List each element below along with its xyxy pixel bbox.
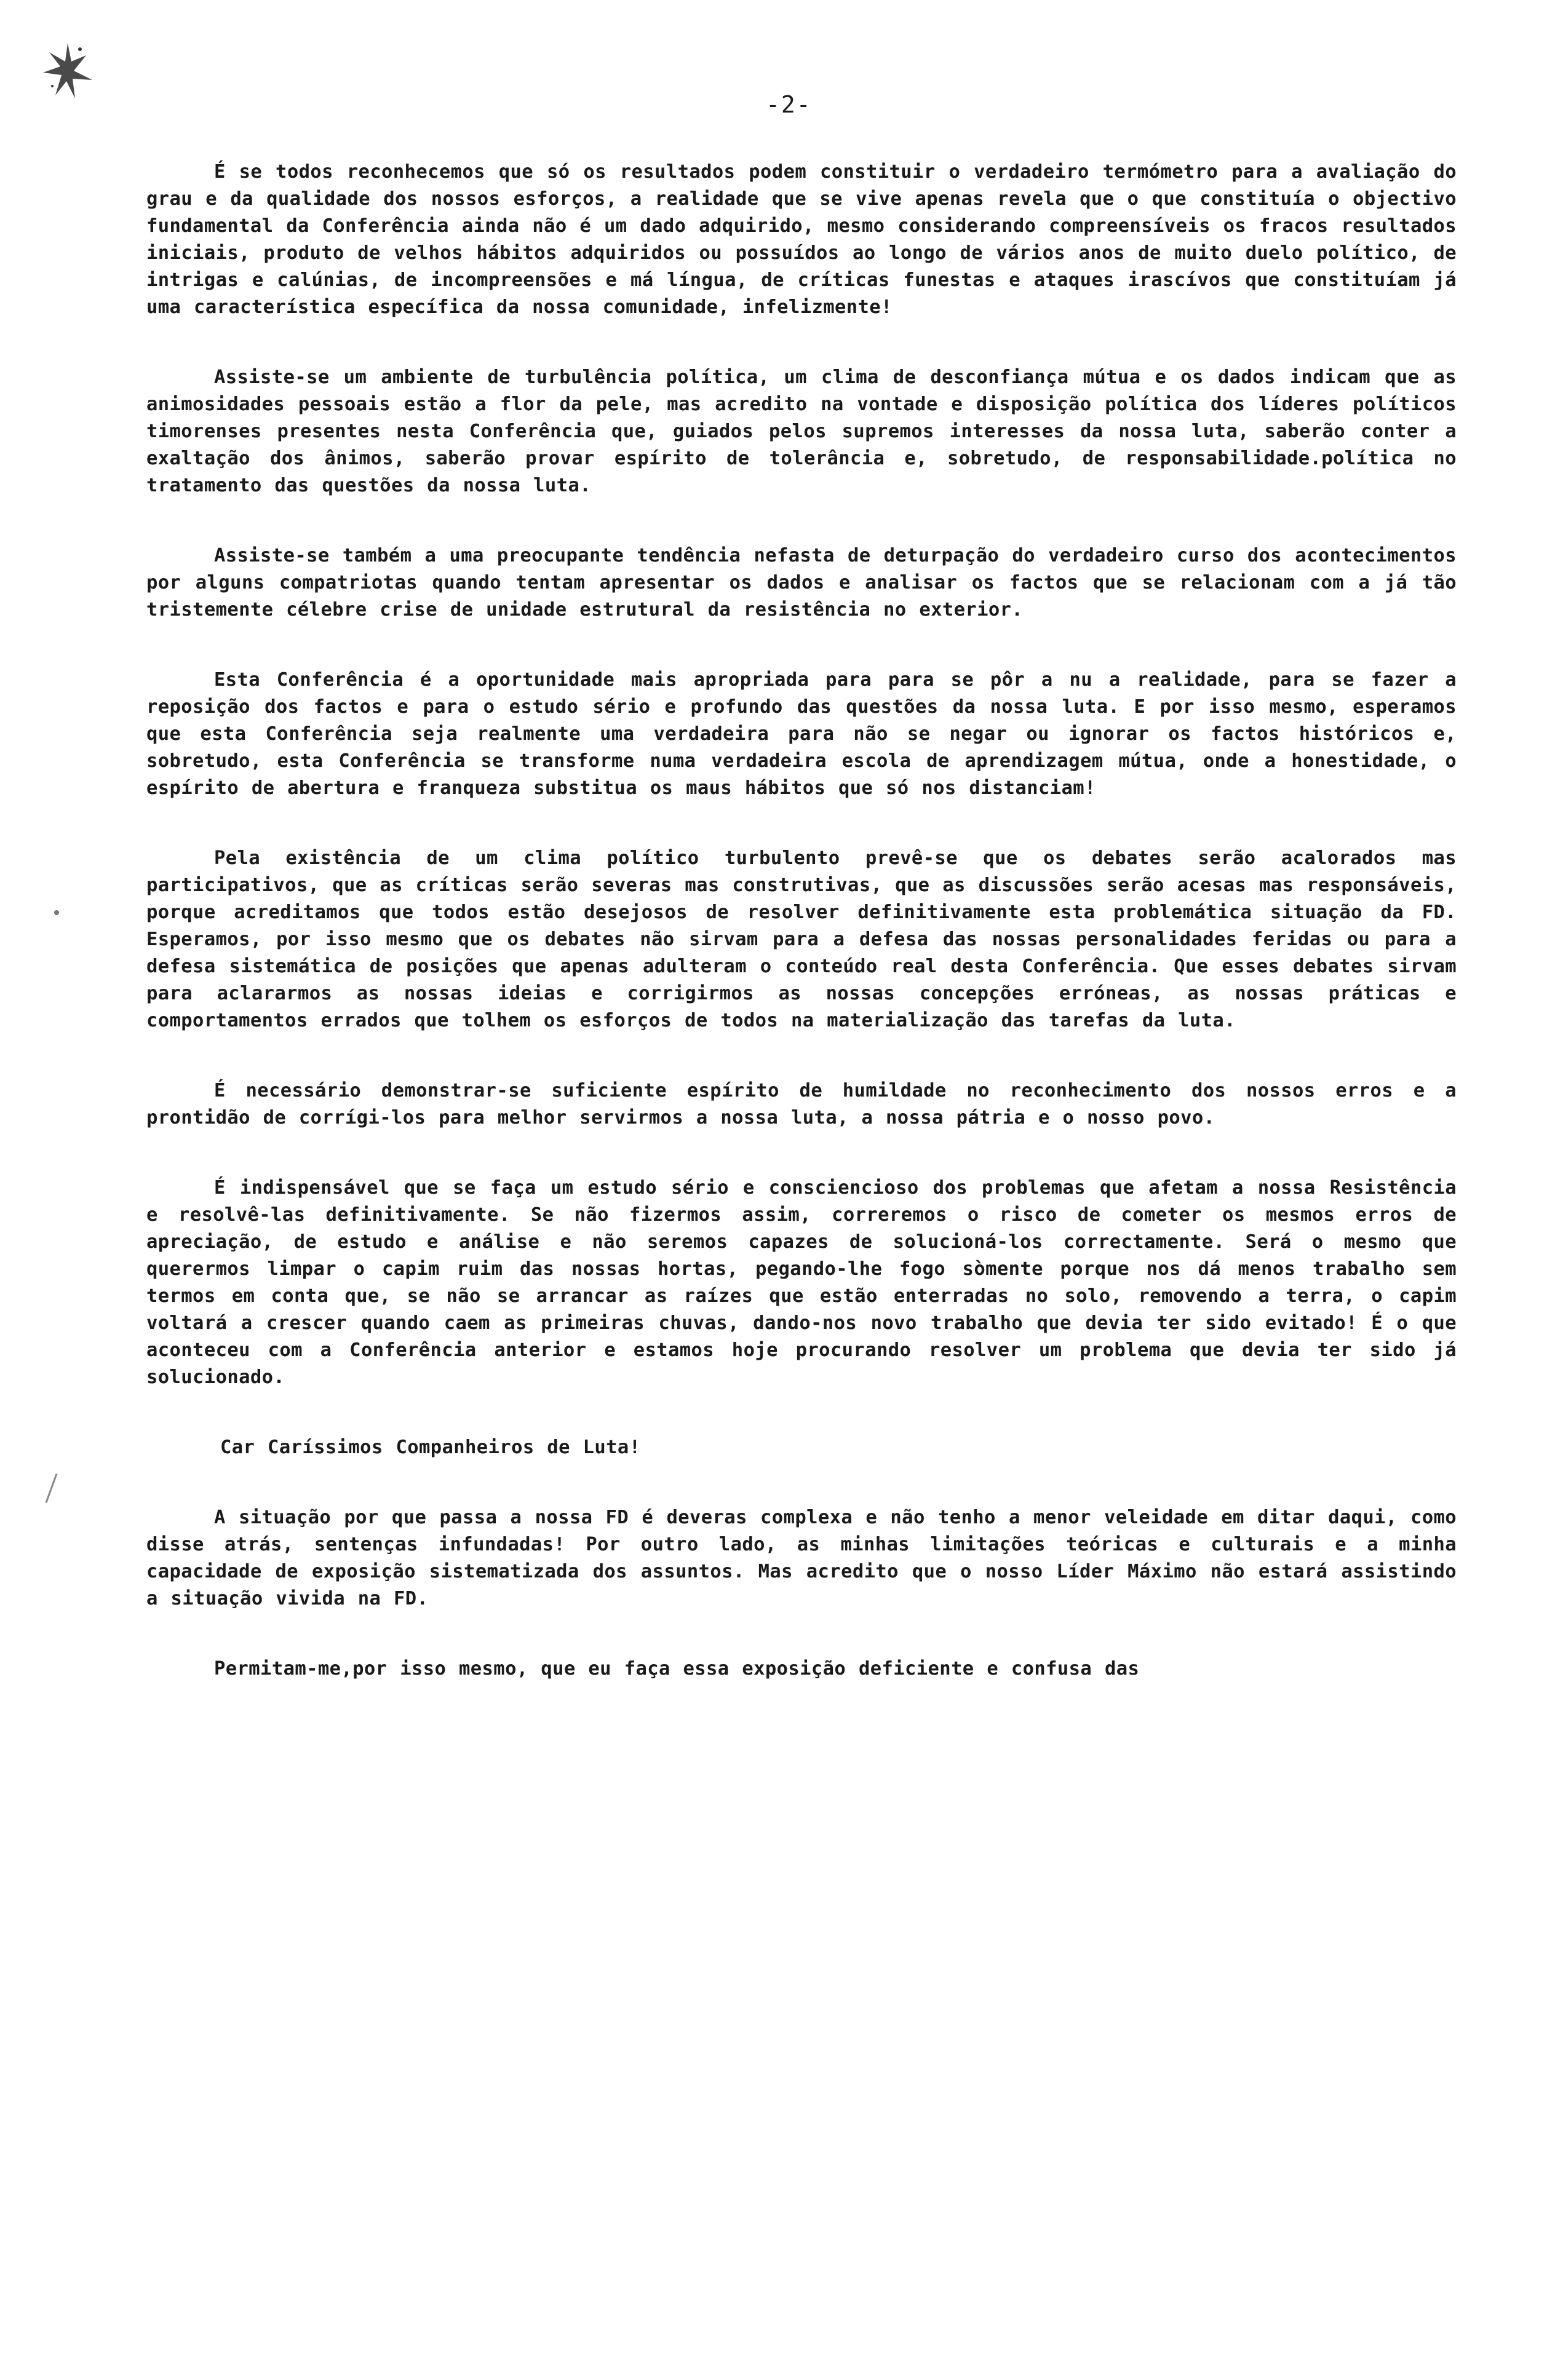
paragraph: É se todos reconhecemos que só os resultados podem constituir o verdadeiro termómetro para a avaliação do grau e da qualidade dos nossos esforços, a realidade que se vive apenas revela que o que constituía o objectivo fundamental da Conferência ainda não é um dado adquirido, mesmo considerando compreensíveis os fracos resultados iniciais, produto de velhos hábitos adquiridos ou possuídos ao longo de vários anos de muito duelo político, de intrigas e calúnias, de incompreensões e má língua, de críticas funestas e ataques irascívos que constituíam já uma característica específica da nossa comunidade, infelizmente! — [146, 161, 1457, 318]
paragraph: Esta Conferência é a oportunidade mais apropriada para para se pôr a nu a realidade, para se fazer a reposição dos factos e para o estudo sério e profundo das questões da nossa luta. E por isso mesmo, esperamos que esta Conferência seja realmente uma verdadeira para não se negar ou ignorar os factos históricos e, sobretudo, esta Conferência se transforme numa verdadeira escola de aprendizagem mútua, onde a honestidade, o espírito de abertura e franqueza substitua os maus hábitos que só nos distanciam! — [146, 669, 1457, 799]
paragraph: Permitam-me,por isso mesmo, que eu faça essa exposição deficiente e confusa das — [214, 1658, 1140, 1680]
document-body — [146, 159, 1457, 1726]
margin-mark — [54, 910, 59, 915]
paragraph: Assiste-se também a uma preocupante tendência nefasta de deturpação do verdadeiro curso dos acontecimentos por alguns compatriotas quando tentam apresentar os dados e analisar os factos que se relacionam com a já tão tristemente célebre crise de unidade estrutural da resistência no exterior. — [146, 545, 1457, 621]
paragraph: Assiste-se um ambiente de turbulência política, um clima de desconfiança mútua e os dados indicam que as animosidades pessoais estão a flor da pele, mas acredito na vontade e disposição política dos líderes políticos timorenses presentes nesta Conferência que, guiados pelos supremos interesses da nossa luta, saberão conter a exaltação dos ânimos, saberão provar espírito de tolerância e, sobretudo, de responsabilidade.política no tratamento das questões da nossa luta. — [146, 367, 1457, 496]
paragraph: É necessário demonstrar-se suficiente espírito de humildade no reconhecimento dos nossos erros e a prontidão de corrígi-los para melhor servirmos a nossa luta, a nossa pátria e o nosso povo. — [146, 1080, 1457, 1129]
paragraph: A situação por que passa a nossa FD é deveras complexa e não tenho a menor veleidade em ditar daqui, como disse atrás, sentenças infundadas! Por outro lado, as minhas limitações teóricas e culturais e a minha capacidade de exposição sistematizada dos assuntos. Mas acredito que o nosso Líder Máximo não estará assistindo a situação vivida na FD. — [146, 1507, 1457, 1609]
paragraph: Pela existência de um clima político turbulento prevê-se que os debates serão acalorados mas participativos, que as críticas serão severas mas construtivas, que as discussões serão acesas mas responsáveis, porque acreditamos que todos estão desejosos de resolver definitivamente esta problemática situação da FD. Esperamos, por isso mesmo que os debates não sirvam para a defesa das nossas personalidades feridas ou para a defesa sistemática de posições que apenas adulteram o conteúdo real desta Conferência. Que esses debates sirvam para aclararmos as nossas ideias e corrigirmos as nossas concepções erróneas, as nossas práticas e comportamentos errados que tolhem os esforços de todos na materialização das tarefas da luta. — [146, 847, 1457, 1031]
page-number: -2- — [766, 91, 812, 118]
paragraph: É indispensável que se faça um estudo sério e consciencioso dos problemas que afetam a nossa Resistência e resolvê-las definitivamente. Se não fizermos assim, correremos o risco de cometer os mesmos erros de apreciação, de estudo e análise e não seremos capazes de solucioná-los correctamente. Será o mesmo que querermos limpar o capim ruim das nossas hortas, pegando-lhe fogo sòmente porque nos dá menos trabalho sem termos em conta que, se não se arrancar as raízes que estão enterradas no solo, removendo a terra, o capim voltará a crescer quando caem as primeiras chuvas, dando-nos novo trabalho que devia ter sido evitado! É o que aconteceu com a Conferência anterior e estamos hoje procurando resolver um problema que devia ter sido já solucionado. — [146, 1177, 1457, 1388]
margin-tick — [46, 1474, 58, 1503]
salutation: Car Caríssimos Companheiros de Luta! — [220, 1437, 641, 1458]
ink-smudge-icon — [37, 37, 98, 111]
